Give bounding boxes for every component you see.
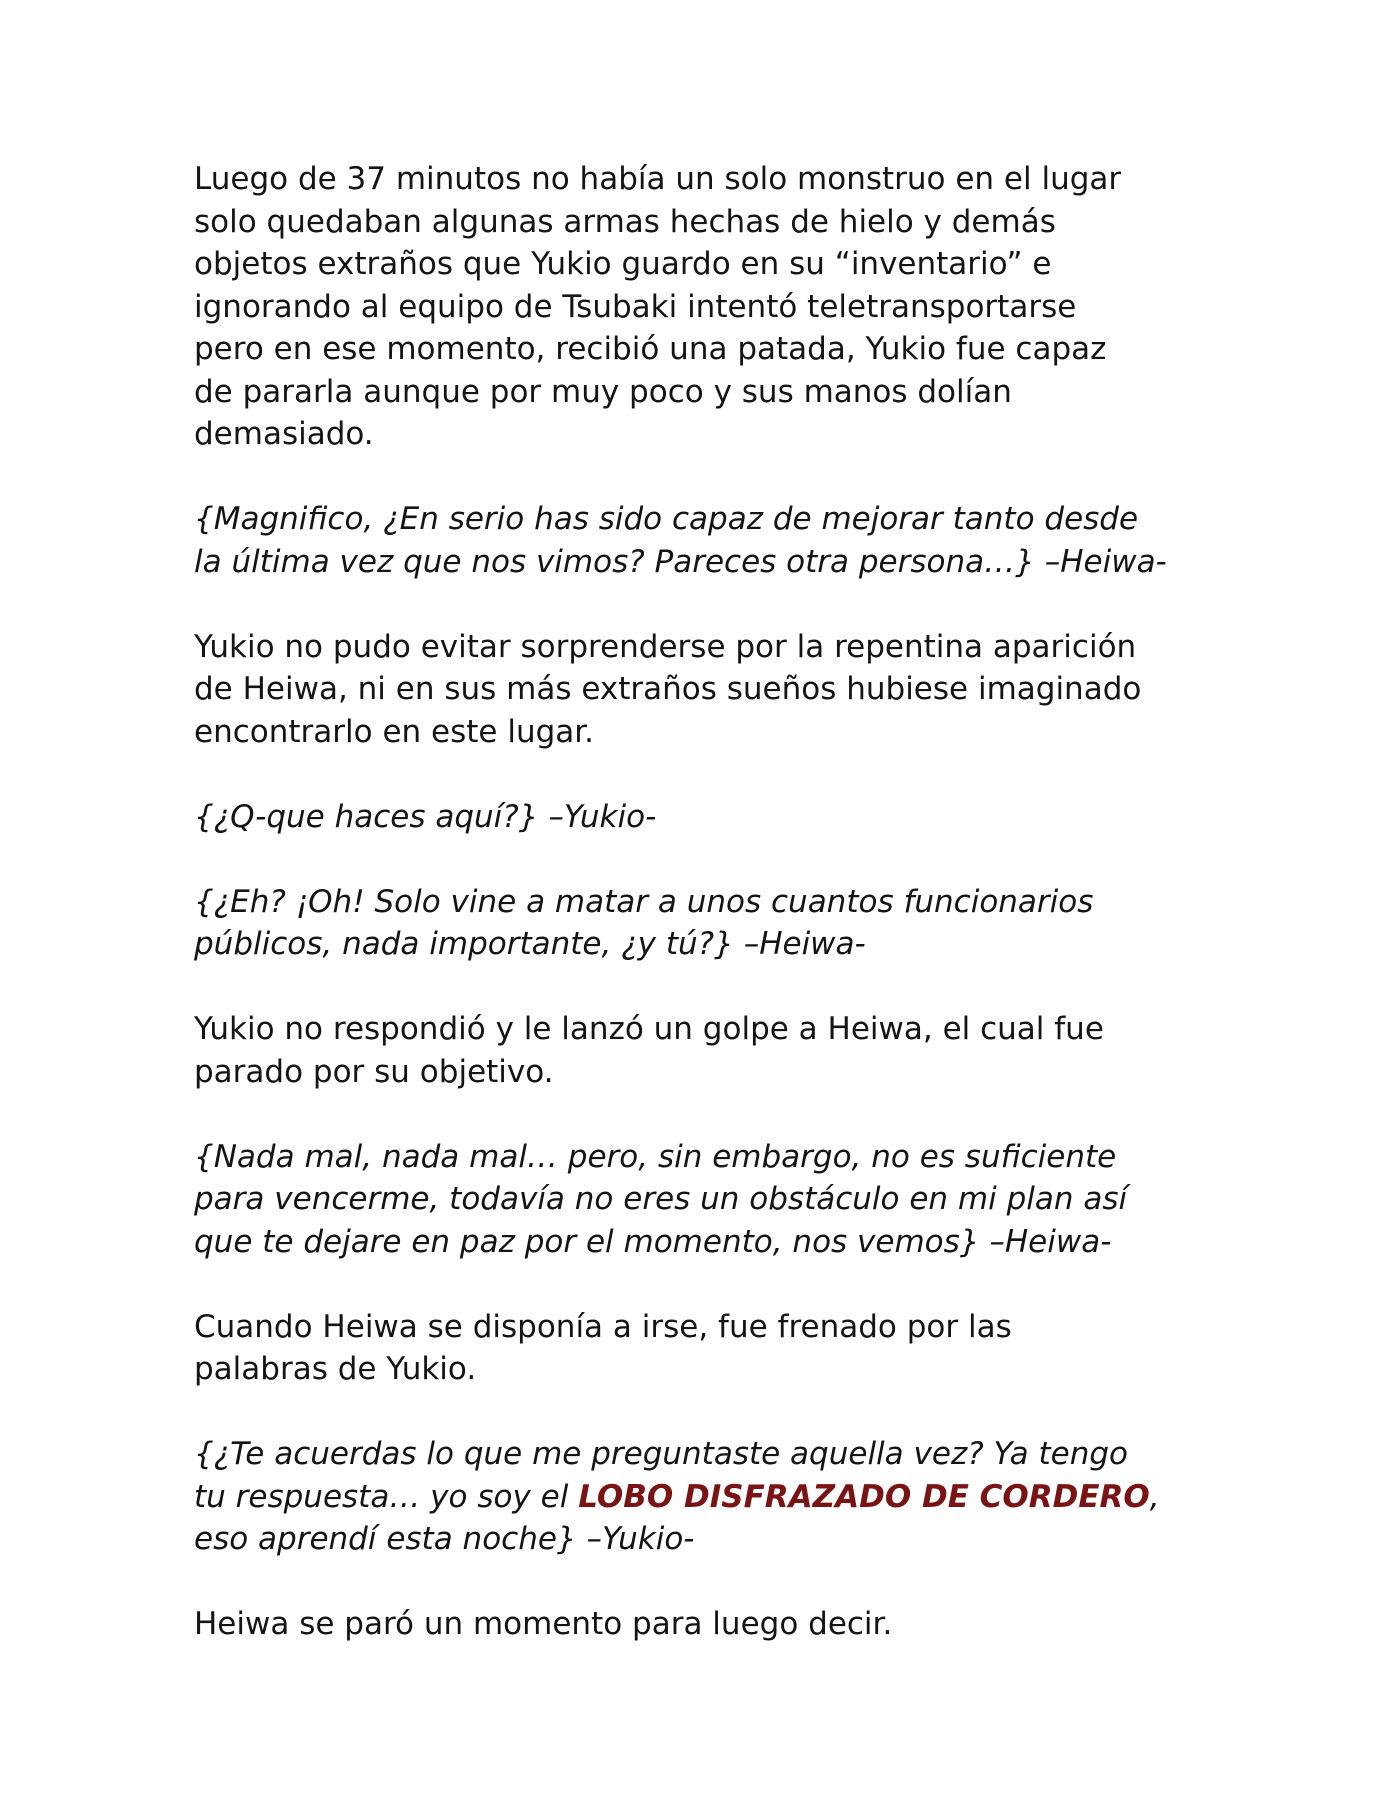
text-line: Yukio no pudo evitar sorprenderse por la repentina aparición bbox=[194, 628, 1137, 665]
dialogue-paragraph-yukio bbox=[194, 796, 1224, 839]
story-text bbox=[194, 158, 1224, 1688]
dialogue-paragraph-heiwa bbox=[194, 1136, 1224, 1264]
narration-paragraph bbox=[194, 158, 1224, 456]
text-line: pero en ese momento, recibió una patada, Yukio fue capaz bbox=[194, 331, 1107, 367]
narration-paragraph bbox=[194, 1603, 1224, 1646]
text-line: {¿Eh? ¡Oh! Solo vine a matar a unos cuantos funcionarios bbox=[194, 883, 1094, 920]
text-line: {Nada mal, nada mal… pero, sin embargo, no es suficiente bbox=[194, 1138, 1117, 1175]
text-line: parado por su objetivo. bbox=[194, 1053, 554, 1090]
text-line: que te dejare en paz por el momento, nos vemos} –Heiwa- bbox=[194, 1223, 1112, 1260]
text-line bbox=[194, 1476, 1224, 1519]
text-line: demasiado. bbox=[194, 416, 374, 452]
text-line: para vencerme, todavía no eres un obstáculo en mi plan así bbox=[194, 1181, 1128, 1217]
dialogue-paragraph-yukio bbox=[194, 1433, 1224, 1561]
text-line: de Heiwa, ni en sus más extraños sueños hubiese imaginado bbox=[194, 671, 1142, 707]
text-line: públicos, nada importante, ¿y tú?} –Heiwa- bbox=[194, 926, 866, 962]
text-line: la última vez que nos vimos? Pareces otra persona…} –Heiwa- bbox=[194, 543, 1167, 580]
text-line: objetos extraños que Yukio guardo en su “inventario” e bbox=[194, 246, 1052, 282]
text-line: Luego de 37 minutos no había un solo monstruo en el lugar bbox=[194, 161, 1122, 197]
text-line: palabras de Yukio. bbox=[194, 1351, 477, 1387]
dialogue-paragraph-heiwa bbox=[194, 498, 1224, 583]
text-segment: , bbox=[1149, 1478, 1160, 1515]
text-line: {¿Q-que haces aquí?} –Yukio- bbox=[194, 798, 657, 835]
text-line: de pararla aunque por muy poco y sus manos dolían bbox=[194, 373, 1012, 410]
text-line: eso aprendí esta noche} –Yukio- bbox=[194, 1521, 695, 1557]
text-line: Cuando Heiwa se disponía a irse, fue frenado por las bbox=[194, 1308, 1012, 1345]
text-line: {Magnifico, ¿En serio has sido capaz de mejorar tanto desde bbox=[194, 501, 1139, 537]
narration-paragraph bbox=[194, 1008, 1224, 1093]
text-line: encontrarlo en este lugar. bbox=[194, 713, 595, 750]
narration-paragraph bbox=[194, 626, 1224, 754]
dialogue-paragraph-heiwa bbox=[194, 881, 1224, 966]
text-line: {¿Te acuerdas lo que me preguntaste aquella vez? Ya tengo bbox=[194, 1436, 1128, 1472]
highlighted-phrase: LOBO DISFRAZADO DE CORDERO bbox=[578, 1478, 1150, 1515]
text-line: Yukio no respondió y le lanzó un golpe a Heiwa, el cual fue bbox=[194, 1011, 1104, 1047]
text-line: ignorando al equipo de Tsubaki intentó teletransportarse bbox=[194, 288, 1077, 325]
text-line: solo quedaban algunas armas hechas de hielo y demás bbox=[194, 203, 1056, 240]
text-line: Heiwa se paró un momento para luego decir. bbox=[194, 1606, 893, 1642]
narration-paragraph bbox=[194, 1306, 1224, 1391]
text-segment: tu respuesta… yo soy el bbox=[194, 1478, 579, 1515]
